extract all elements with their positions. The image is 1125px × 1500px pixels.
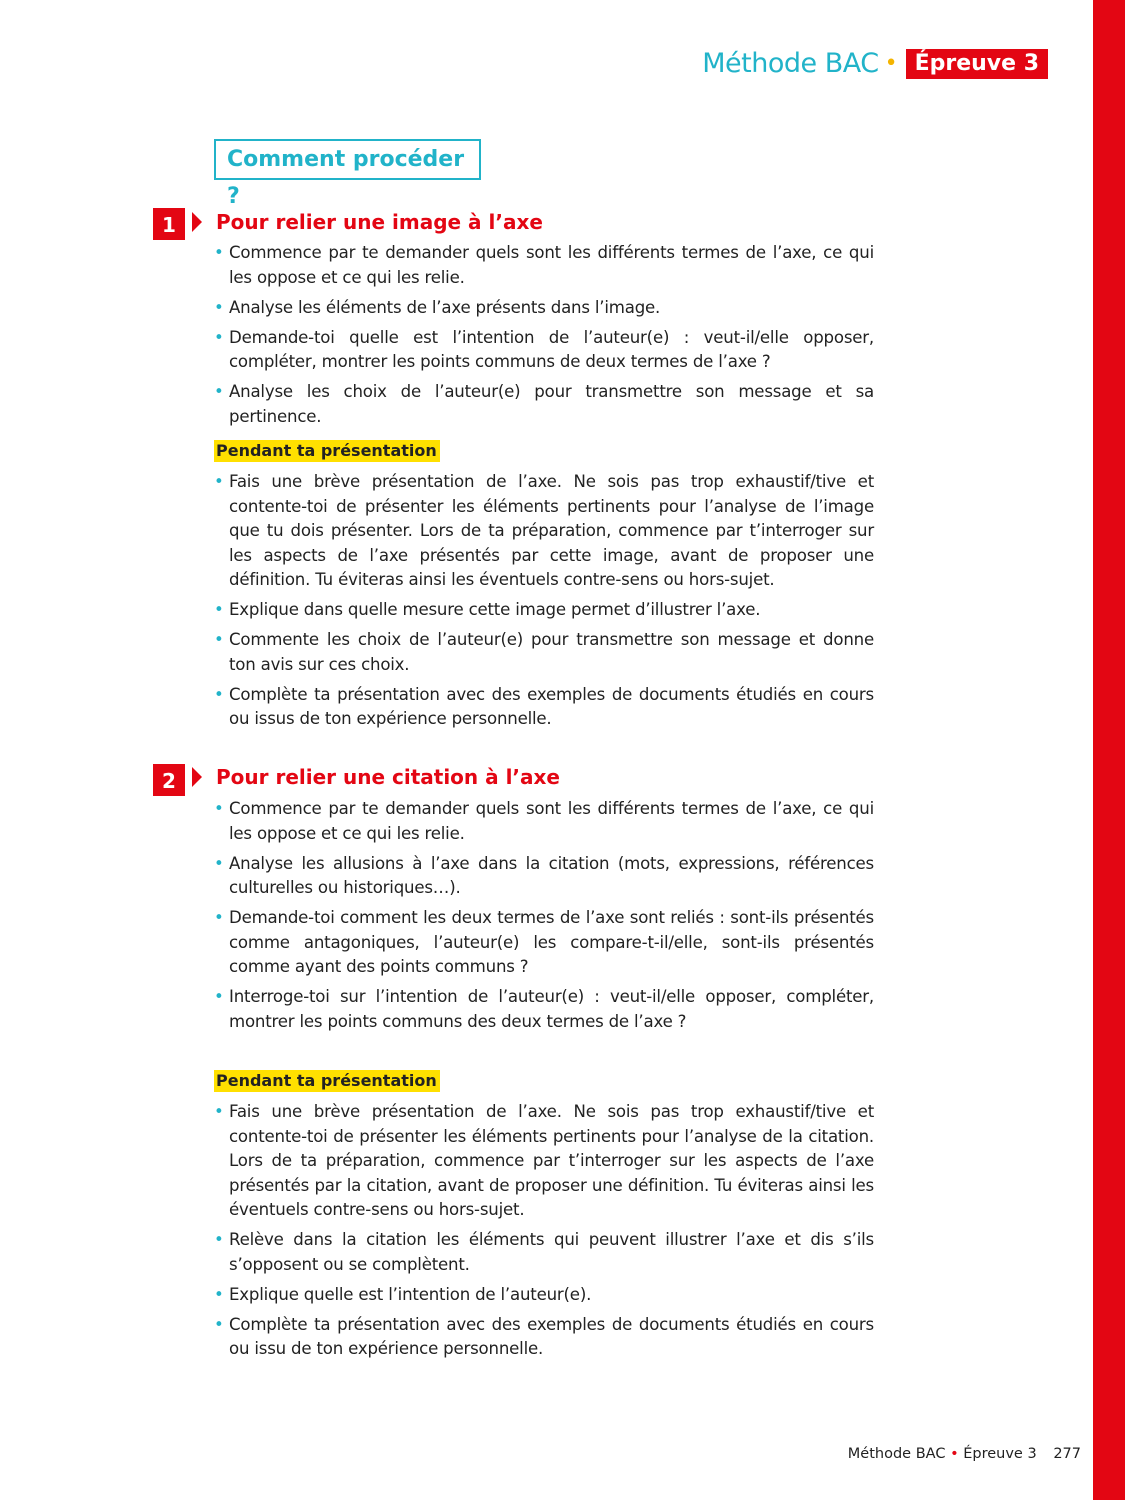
- list-item: • Complète ta présentation avec des exemples de documents étudiés en cours ou issu de ton expérience personnelle.: [214, 1314, 874, 1358]
- section-1-title: Pour relier une image à l’axe: [216, 210, 543, 234]
- bullet-icon: •: [214, 908, 224, 927]
- list-item: • Demande-toi quelle est l’intention de l’auteur(e) : veut-il/elle opposer, compléter, montrer les points communs de deux termes de l’axe ?: [214, 327, 874, 371]
- header-methode: Méthode BAC: [702, 48, 879, 79]
- bullet-icon: •: [214, 1284, 224, 1304]
- bullet-icon: •: [214, 853, 224, 873]
- bullet-icon: •: [214, 630, 224, 649]
- section-1-presentation-list: [214, 470, 874, 737]
- list-item: • Commence par te demander quels sont les différents termes de l’axe, ce qui les oppose et ce qui les relie.: [214, 799, 874, 843]
- howto-title: Comment procéder ?: [227, 147, 465, 209]
- footer-epreuve: Épreuve 3: [963, 1446, 1037, 1462]
- list-item: • Interroge-toi sur l’intention de l’auteur(e) : veut-il/elle opposer, compléter, montrer les points communs des deux termes de l’axe ?: [214, 987, 874, 1031]
- bullet-icon: •: [214, 799, 224, 818]
- header-separator-dot: •: [884, 51, 898, 76]
- section-2-arrow-icon: [192, 767, 202, 787]
- list-item: • Relève dans la citation les éléments qui peuvent illustrer l’axe et dis s’ils s’opposent ou se complètent.: [214, 1230, 874, 1274]
- list-item: • Analyse les choix de l’auteur(e) pour transmettre son message et sa pertinence.: [214, 382, 874, 426]
- bullet-icon: •: [214, 243, 224, 262]
- list-item: • Commente les choix de l’auteur(e) pour transmettre son message et donne ton avis sur ces choix.: [214, 630, 874, 674]
- list-item: • Analyse les allusions à l’axe dans la citation (mots, expressions, références culturelles ou historiques…).: [214, 853, 874, 897]
- section-2-presentation-label: Pendant ta présentation: [214, 1070, 440, 1092]
- list-item: • Demande-toi comment les deux termes de l’axe sont reliés : sont-ils présentés comme antagoniques, l’auteur(e) les compare-t-il/elle, sont-ils présentés comme ayant des points communs ?: [214, 908, 874, 976]
- section-2-presentation-list: [214, 1100, 874, 1367]
- list-item: • Explique dans quelle mesure cette image permet d’illustrer l’axe.: [214, 598, 874, 623]
- section-2-number: 2: [153, 764, 185, 796]
- page-number: 277: [1053, 1446, 1081, 1462]
- footer-methode: Méthode BAC: [847, 1446, 946, 1462]
- bullet-icon: •: [214, 327, 224, 347]
- bullet-icon: •: [214, 1314, 224, 1334]
- list-item: • Fais une brève présentation de l’axe. Ne sois pas trop exhaustif/tive et contente-toi de présenter les éléments pertinents pour l’analyse de l’image que tu dois présenter. Lors de ta préparation, commence par t’interroger sur les aspects de l’axe présentés par cette image, avant de proposer une définition. Tu éviteras ainsi les éventuels contre-sens ou hors-sujet.: [214, 472, 874, 589]
- section-1-number: 1: [153, 208, 185, 240]
- page-footer: [848, 1446, 1081, 1462]
- section-1-arrow-icon: [192, 212, 202, 232]
- bullet-icon: •: [214, 684, 224, 704]
- section-1-bullet-list: [214, 241, 874, 435]
- list-item: • Analyse les éléments de l’axe présents dans l’image.: [214, 296, 874, 321]
- bullet-icon: •: [214, 472, 224, 491]
- section-1-presentation-label: Pendant ta présentation: [214, 440, 440, 462]
- bullet-icon: •: [214, 987, 224, 1006]
- list-item: • Commence par te demander quels sont les différents termes de l’axe, ce qui les oppose et ce qui les relie.: [214, 243, 874, 287]
- bullet-icon: •: [214, 382, 224, 401]
- list-item: • Complète ta présentation avec des exemples de documents étudiés en cours ou issus de ton expérience personnelle.: [214, 684, 874, 728]
- section-2-title: Pour relier une citation à l’axe: [216, 765, 560, 789]
- section-2-bullet-list: [214, 797, 874, 1040]
- right-margin-bar: [1093, 0, 1125, 1500]
- bullet-icon: •: [214, 297, 224, 317]
- list-item: • Fais une brève présentation de l’axe. Ne sois pas trop exhaustif/tive et contente-toi de présenter les éléments pertinents pour l’analyse de la citation. Lors de ta préparation, commence par t’interroger sur les aspects de l’axe présentés par la citation, avant de proposer une définition. Tu éviteras ainsi les éventuels contre-sens ou hors-sujet.: [214, 1102, 874, 1219]
- footer-separator-dot: •: [950, 1446, 959, 1462]
- bullet-icon: •: [214, 600, 224, 619]
- header-epreuve-badge: Épreuve 3: [906, 49, 1048, 79]
- bullet-icon: •: [214, 1230, 224, 1249]
- bullet-icon: •: [214, 1102, 224, 1121]
- list-item: • Explique quelle est l’intention de l’auteur(e).: [214, 1283, 874, 1308]
- page-header: [702, 48, 1048, 79]
- howto-title-box: [214, 139, 481, 209]
